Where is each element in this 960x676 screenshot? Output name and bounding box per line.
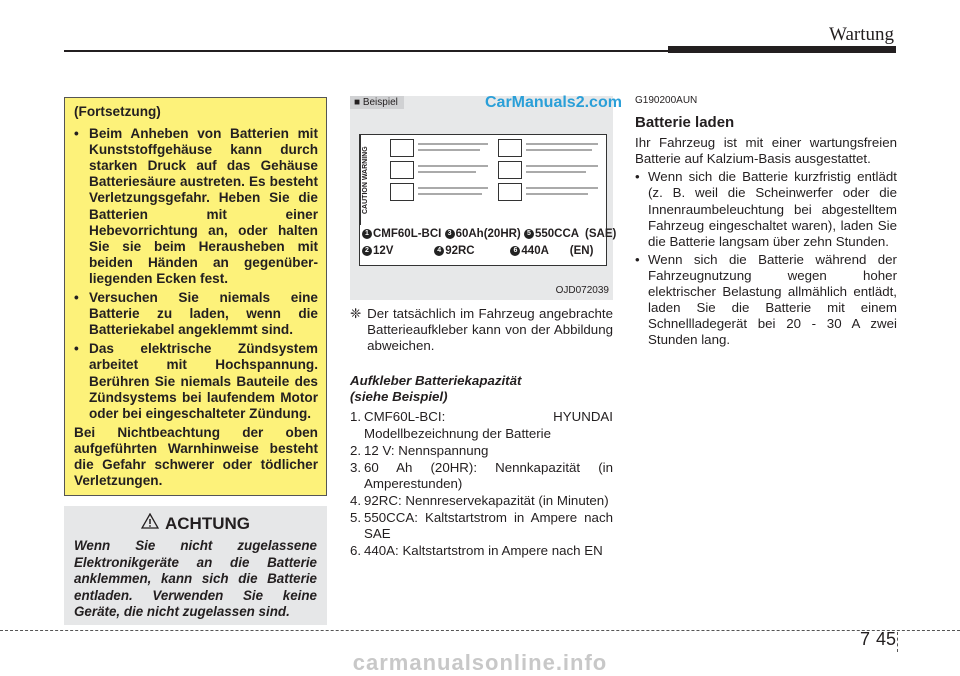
chapter-number: 7 [859,629,870,649]
charging-list [635,169,897,348]
caution-heading: ACHTUNG [165,513,250,533]
sticker-caution-strip: CAUTION WARNING [360,135,388,225]
capacity-sticker-heading [350,373,613,405]
sub-heading-line: Aufkleber Batteriekapazität [350,373,522,389]
note-text: Der tatsächlich im Fahrzeug angebrachte Batterieaufkleber kann von der Abbildung abweichen. [367,306,613,354]
item-number: 6. [350,543,362,559]
warning-triangle-icon [141,513,159,534]
warning-bullet: • Versuchen Sie niemals eine Batterie zu laden, wenn die Batteriekabel angeklemmt sind. [74,290,318,338]
section-code: G190200AUN [635,95,698,106]
sticker-value: 60Ah(20HR) [455,228,521,240]
item-text: 550CCA: Kaltstartstrom in Ampere nach SAE [364,510,613,542]
manual-icon [498,161,522,179]
figure-tag-label: Beispiel [362,97,398,108]
list-item [350,409,613,441]
header-bar [668,46,896,53]
sticker-standard: (SAE) [585,228,617,240]
sticker-value: CMF60L-BCI [373,228,442,240]
section-intro: Ihr Fahrzeug ist mit einer wartungsfreien Batterie auf Kalzium-Basis ausgestattet. [635,135,897,167]
callout-number: 5 [524,229,534,239]
footer-rule [0,630,960,631]
sticker-value: 440A [521,245,549,257]
warning-bullet: • Das elektrische Zündsystem arbeitet mit Hochspannung. Berühren Sie niemals Bauteile des Zündsystems bei laufendem Motor oder bei eingeschalteter Zündung. [74,341,318,421]
warning-list [74,126,318,422]
charging-bullet: • Wenn sich die Batterie während der Fahrzeugnutzung wegen hoher elektrischer Belastung allmählich entlädt, laden Sie die Batterie mit einem Schnellladegerät bei 20 - 30 A zwei Stunden lang. [635,252,897,349]
list-item [350,493,613,509]
figure-tag: ■ Beispiel [350,96,404,109]
right-column [635,93,897,350]
page-number-value: 45 [875,629,896,649]
acid-icon [498,139,522,157]
item-number: 3. [350,459,362,475]
figure-code: OJD072039 [555,285,609,296]
sticker-value: 92RC [445,245,475,257]
item-number: 5. [350,510,362,526]
item-text: 12 V: Nennspannung [364,442,489,458]
item-text: 92RC: Nennreservekapazität (in Minuten) [364,492,609,508]
sticker-row-2 [362,245,593,257]
caution-header [74,513,317,534]
sticker-row-1 [362,228,616,240]
child-icon [390,183,414,201]
footer-watermark: carmanualsonline.info [352,650,608,675]
warning-closing: Bei Nichtbeachtung der oben aufgeführten Warnhinweise besteht die Gefahr schwerer oder tödlicher Verletzungen. [74,424,318,489]
caution-box [64,506,327,625]
warning-heading: (Fortsetzung) [74,104,161,119]
warning-box [64,97,327,496]
section-title: Batterie laden [635,114,735,132]
list-item [350,543,613,559]
capacity-list [350,409,613,559]
middle-column [350,306,613,560]
list-item [350,510,613,542]
page-header-title: Wartung [829,24,894,45]
callout-number: 2 [362,246,372,256]
goggles-icon [390,161,414,179]
battery-sticker [359,134,617,266]
list-item [350,443,613,459]
callout-number: 3 [445,229,455,239]
charging-bullet: • Wenn sich die Batterie kurzfristig entlädt (z. B. weil die Scheinwerfer oder die Innenraumbeleuchtung bei abgestelltem Fahrzeug eingeschaltet waren), laden Sie die Batterie langsam über zehn Stunden. [635,169,897,249]
warning-bullet: • Beim Anheben von Batterien mit Kunststoffgehäuse kann durch starken Druck auf das Gehäuse Batteriesäure austreten. Es besteht Verletzungsgefahr. Heben Sie die Batterien mit einer Hebevorrichtung an, oder halten Sie sie beim Herausheben mit beiden Händen an gegenüber-liegenden Ecken fest. [74,126,318,287]
explosion-icon [498,183,522,201]
callout-number: 6 [510,246,520,256]
item-number: 1. [350,409,362,425]
item-text: 60 Ah (20HR): Nennkapazität (in Amperestunden) [364,459,613,491]
callout-number: 4 [434,246,444,256]
sub-heading-line: (siehe Beispiel) [350,389,448,405]
sticker-standard: (EN) [569,245,594,257]
sticker-value: 12V [373,245,394,257]
caution-text: Wenn Sie nicht zugelassene Elektronikgeräte an die Batterie anklemmen, kann sich die Batterie entladen. Verwenden Sie keine Geräte, die nicht zugelassen sind. [74,538,317,620]
figure-note [350,306,613,354]
footer-separator [897,632,898,652]
sticker-symbol-grid [390,139,602,223]
battery-label-figure [350,94,622,300]
sticker-value: 550CCA [534,228,579,240]
list-item [350,460,613,492]
callout-number: 1 [362,229,372,239]
flame-icon [390,139,414,157]
figure-watermark: CarManuals2.com [485,94,622,111]
item-number: 2. [350,442,362,458]
item-text: 440A: Kaltstartstrom in Ampere nach EN [364,543,603,559]
note-symbol: ❈ [350,306,362,321]
page-number [860,629,896,650]
item-number: 4. [350,492,362,508]
item-text: CMF60L-BCI: HYUNDAI Modellbezeichnung der Batterie [364,409,613,441]
